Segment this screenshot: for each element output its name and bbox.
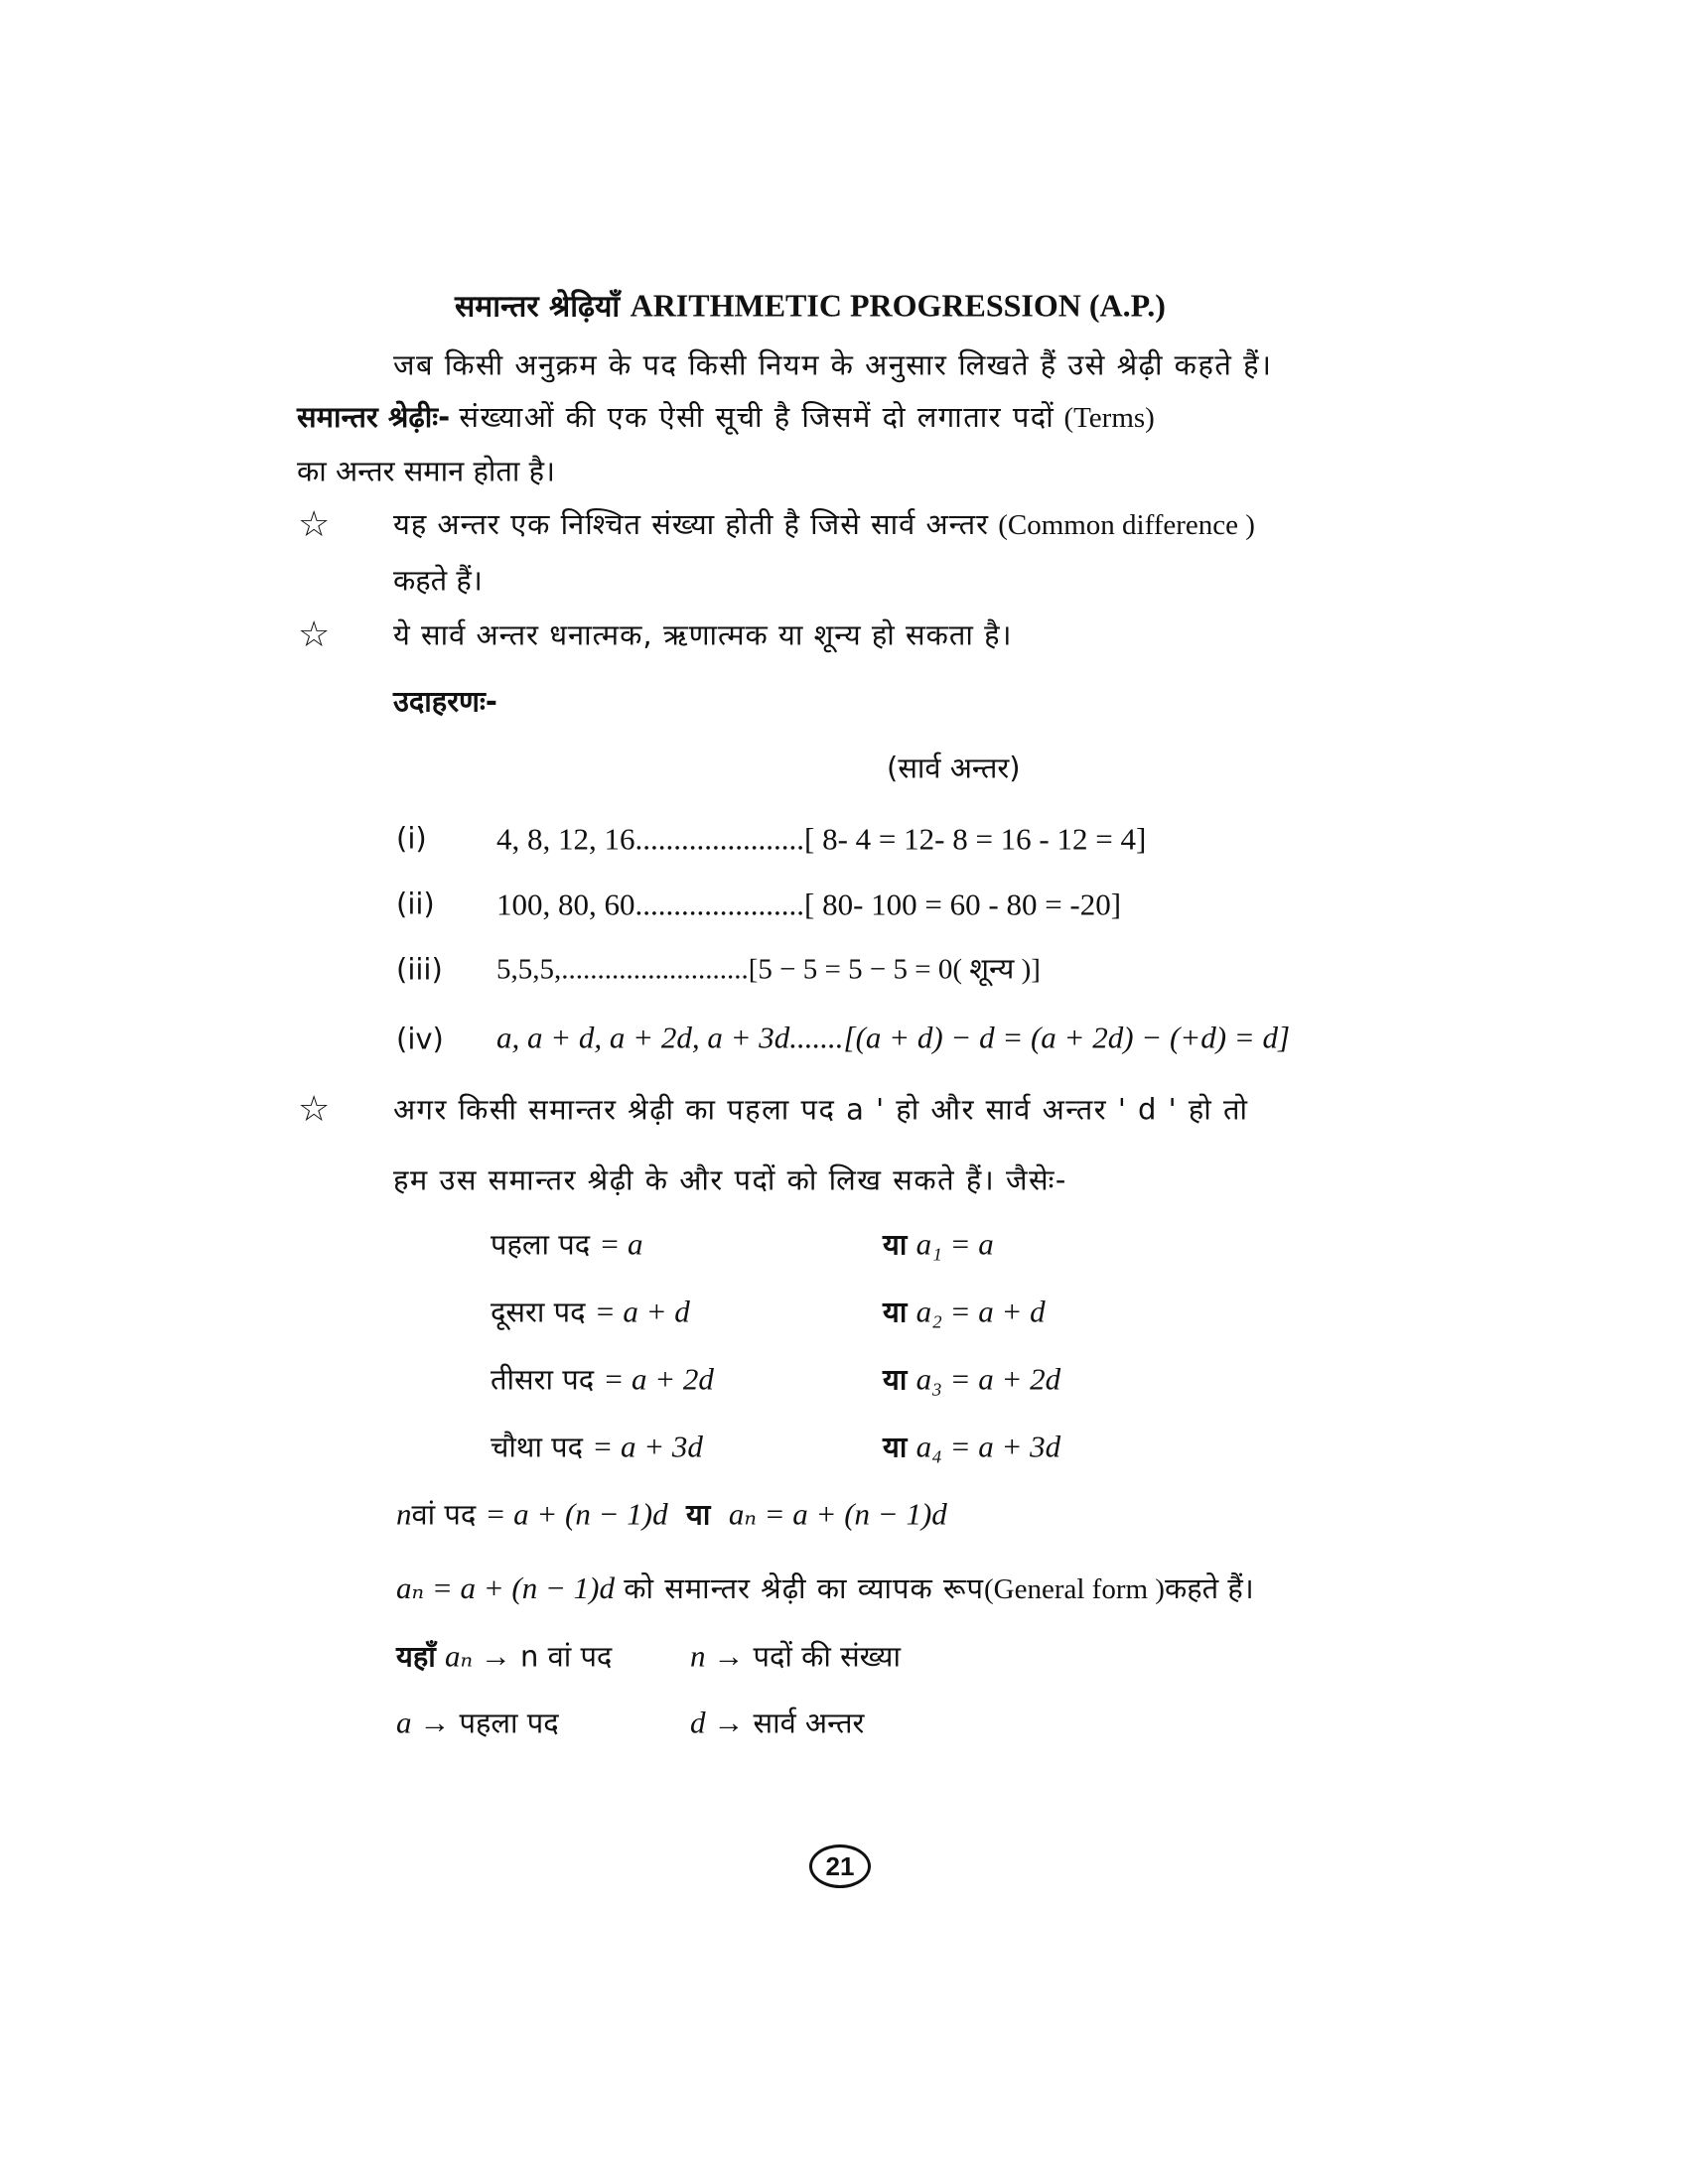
general-text: को समान्तर श्रेढ़ी का व्यापक रूप xyxy=(624,1571,984,1605)
nth-term xyxy=(396,1496,947,1532)
legend-desc: पदों की संख्या xyxy=(753,1639,901,1674)
bullet-2: ये सार्व अन्तर धनात्मक, ऋणात्मक या शून्य हो सकता है। xyxy=(393,617,1013,652)
legend-row-2 xyxy=(396,1707,559,1738)
legend-here: यहाँ xyxy=(396,1639,436,1674)
general-form xyxy=(396,1572,1254,1604)
legend-sym: d → xyxy=(690,1705,745,1740)
example-label: (iv) xyxy=(396,1022,444,1056)
example-label: (ii) xyxy=(396,887,435,921)
title-english: ARITHMETIC PROGRESSION (A.P.) xyxy=(630,287,1166,324)
star-icon: ☆ xyxy=(298,1089,331,1130)
term-expr: = a + 3d xyxy=(592,1429,703,1464)
star-icon: ☆ xyxy=(298,504,331,545)
example-series-text: 100, 80, 60...................... xyxy=(496,887,804,922)
term-expr: = a + 2d xyxy=(603,1361,714,1397)
bullet-1-cont: कहते हैं। xyxy=(393,563,483,598)
bullet-3-line1: अगर किसी समान्तर श्रेढ़ी का पहला पद a ' हो और सार्व अन्तर ' d ' हो तो xyxy=(393,1092,1249,1127)
bullet-3-line2: हम उस समान्तर श्रेढ़ी के और पदों को लिख सकते हैं। जैसेः- xyxy=(393,1162,1067,1197)
term-sym: a₂ = a + d xyxy=(915,1294,1046,1329)
star-icon: ☆ xyxy=(298,614,331,655)
legend-desc: n वां पद xyxy=(520,1639,613,1674)
examples-column-label: (सार्व अन्तर) xyxy=(887,751,1021,785)
bullet-1 xyxy=(393,507,1255,541)
example-series-text: 5,5,5,.......................... xyxy=(496,953,749,986)
term-row xyxy=(491,1429,703,1464)
example-series xyxy=(496,1020,1291,1055)
example-series xyxy=(496,889,1121,920)
general-text-en: (General form ) xyxy=(984,1573,1165,1605)
example-diff: [5 − 5 = 5 − 5 = 0( शून्य )] xyxy=(748,953,1041,986)
example-series-text: a, a + d, a + 2d, a + 3d....... xyxy=(496,1020,844,1055)
examples-heading: उदाहरणः- xyxy=(393,684,497,719)
general-formula: aₙ = a + (n − 1)d xyxy=(396,1570,615,1605)
nth-n: n xyxy=(396,1496,412,1532)
nth-sym: aₙ = a + (n − 1)d xyxy=(728,1496,947,1532)
legend-desc: सार्व अन्तर xyxy=(753,1706,865,1740)
page-title xyxy=(455,287,1166,325)
term-sym: a₄ = a + 3d xyxy=(915,1429,1061,1464)
legend-row-1b xyxy=(690,1638,901,1674)
legend-sym: a → xyxy=(396,1705,451,1740)
title-hindi: समान्तर श्रेढ़ियाँ xyxy=(455,289,621,325)
legend-desc: पहला पद xyxy=(459,1706,559,1740)
term-or xyxy=(883,1226,994,1262)
term-or xyxy=(883,1429,1061,1464)
definition-line1 xyxy=(297,400,1155,434)
example-label: (i) xyxy=(396,821,427,856)
term-or xyxy=(883,1294,1046,1329)
or-label: या xyxy=(883,1362,908,1397)
definition-text: संख्याओं की एक ऐसी सूची है जिसमें दो लगातार पदों xyxy=(459,400,1055,434)
example-series xyxy=(496,821,1147,857)
term-sym: a₁ = a xyxy=(915,1226,994,1262)
term-name: दूसरा पद xyxy=(491,1295,586,1329)
page-number: 21 xyxy=(809,1844,871,1888)
term-expr: = a + d xyxy=(594,1294,690,1329)
term-row xyxy=(491,1294,690,1329)
term-name: तीसरा पद xyxy=(491,1362,595,1397)
term-row xyxy=(491,1361,714,1397)
or-label: या xyxy=(883,1227,908,1262)
or-label: या xyxy=(883,1430,908,1464)
nth-name: वां पद xyxy=(411,1497,477,1532)
term-name: पहला पद xyxy=(491,1227,591,1262)
example-label: (iii) xyxy=(396,952,443,987)
example-diff: [ 80- 100 = 60 - 80 = -20] xyxy=(804,887,1122,922)
definition-line2: का अन्तर समान होता है। xyxy=(297,454,556,488)
example-diff: [ 8- 4 = 12- 8 = 16 - 12 = 4] xyxy=(804,821,1147,857)
bullet-1-text: यह अन्तर एक निश्चित संख्या होती है जिसे सार्व अन्तर xyxy=(393,507,989,541)
term-expr: = a xyxy=(599,1226,643,1262)
definition-term: समान्तर श्रेढ़ीः- xyxy=(297,400,451,434)
or-label: या xyxy=(686,1497,711,1532)
term-or xyxy=(883,1361,1061,1397)
definition-terms-en: (Terms) xyxy=(1063,402,1155,434)
example-diff: [(a + d) − d = (a + 2d) − (+d) = d] xyxy=(843,1020,1291,1055)
or-label: या xyxy=(883,1295,908,1329)
term-name: चौथा पद xyxy=(491,1430,584,1464)
term-row xyxy=(491,1226,643,1262)
general-tail: कहते हैं। xyxy=(1164,1571,1254,1605)
nth-expr: = a + (n − 1)d xyxy=(485,1496,668,1532)
legend-sym: aₙ → xyxy=(444,1638,511,1674)
legend-row-2b xyxy=(690,1707,864,1738)
intro-text: जब किसी अनुक्रम के पद किसी नियम के अनुसार लिखते हैं उसे श्रेढ़ी कहते हैं। xyxy=(393,347,1273,382)
legend-sym: n → xyxy=(690,1638,745,1674)
legend-row-1 xyxy=(396,1638,613,1674)
term-sym: a₃ = a + 2d xyxy=(915,1361,1061,1397)
bullet-1-text-en: (Common difference ) xyxy=(998,509,1255,541)
example-series-text: 4, 8, 12, 16...................... xyxy=(496,821,804,857)
example-series xyxy=(496,953,1041,986)
